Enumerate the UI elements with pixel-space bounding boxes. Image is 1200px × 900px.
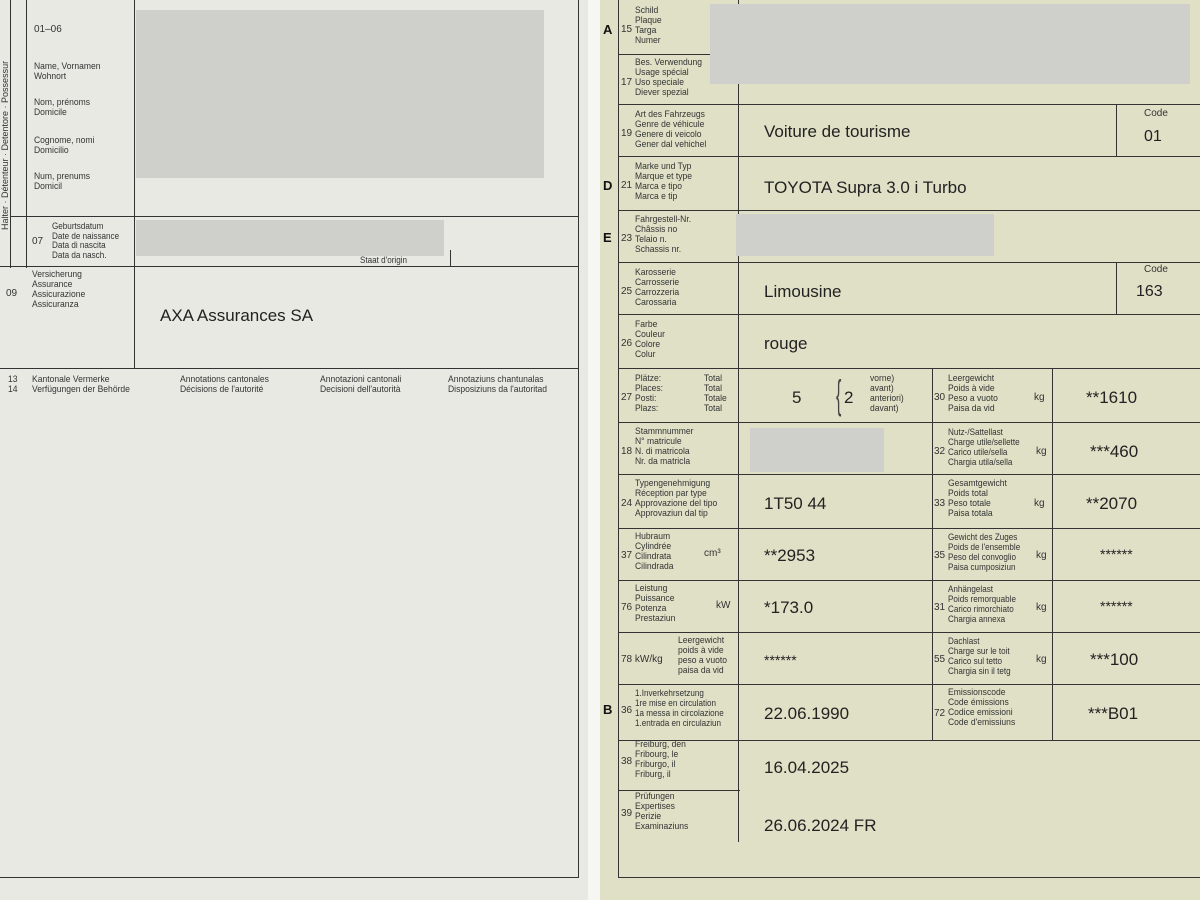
- field-39-num: 39: [621, 808, 633, 819]
- divider: [618, 368, 1200, 369]
- body-type-value: Limousine: [764, 282, 842, 301]
- field-26-num: 26: [621, 338, 633, 349]
- roof-load-value: ***100: [1090, 650, 1139, 669]
- redacted-birth: [136, 220, 444, 256]
- seats-front-value: 2: [844, 388, 854, 407]
- issue-date-value: 16.04.2025: [764, 758, 850, 777]
- divider: [0, 877, 579, 878]
- first-registration-value: 22.06.1990: [764, 704, 850, 723]
- field-27-total-labels: Total Total Totale Total: [704, 373, 727, 414]
- field-18-num: 18: [621, 446, 633, 457]
- field-78-labels: Leergewicht poids à vide peso a vuoto paisa da vid: [678, 635, 727, 676]
- field-15-labels: Schild Plaque Targa Numer: [635, 5, 662, 46]
- field-30-labels: Leergewicht Poids à vide Peso a vuoto Paisa da vid: [948, 373, 998, 414]
- field-25-labels: Karosserie Carrosserie Carrozzeria Carossaria: [635, 267, 680, 308]
- right-page: [600, 0, 1200, 900]
- divider: [738, 0, 739, 842]
- field-19-labels: Art des Fahrzeugs Genre de véhicule Genere di veicolo Gener dal vehichel: [635, 109, 707, 150]
- field-76-unit: kW: [716, 600, 731, 611]
- section-letter-d: D: [603, 178, 613, 193]
- power-value: *173.0: [764, 598, 814, 617]
- divider: [618, 877, 1200, 878]
- field-32-unit: kg: [1036, 446, 1047, 457]
- field-21-labels: Marke und Typ Marque et type Marca e tipo Marca e tip: [635, 161, 693, 202]
- annotation-it: Annotazioni cantonali Decisioni dell'autorità: [320, 374, 402, 395]
- date-code: 01–06: [34, 24, 62, 35]
- field-31-num: 31: [934, 602, 946, 613]
- inspection-value: 26.06.2024 FR: [764, 816, 877, 835]
- section-letter-e: E: [603, 230, 612, 245]
- field-27-labels: Plätze: Places: Posti: Plazs:: [635, 373, 664, 414]
- field-31-labels: Anhängelast Poids remorquable Carico rimorchiato Chargia annexa: [948, 584, 1016, 624]
- divider: [618, 156, 1200, 157]
- annotation-fr: Annotations cantonales Décisions de l'autorité: [180, 374, 269, 395]
- birth-labels: Geburtsdatum Date de naissance Data di nascita Data da nasch.: [52, 221, 120, 260]
- divider: [618, 580, 1200, 581]
- divider: [1116, 262, 1117, 314]
- left-page: [0, 0, 590, 900]
- divider: [618, 740, 1200, 741]
- vehicle-type-code: 01: [1144, 128, 1162, 145]
- field-33-num: 33: [934, 498, 946, 509]
- field-37-unit: cm³: [704, 548, 721, 559]
- field-24-labels: Typengenehmigung Réception par type Approvazione del tipo Approvaziun dal tip: [635, 478, 718, 519]
- divider: [618, 422, 1200, 423]
- field-17-labels: Bes. Verwendung Usage spécial Uso speciale Diever spezial: [635, 57, 703, 98]
- field-38-num: 38: [621, 756, 633, 767]
- trailer-load-value: ******: [1100, 598, 1133, 614]
- total-weight-value: **2070: [1086, 494, 1138, 513]
- field-31-unit: kg: [1036, 602, 1047, 613]
- field-36-labels: 1.Inverkehrsetzung 1re mise en circulation 1a messa in circolazione 1.entrada en circulaziun: [635, 688, 724, 728]
- divider: [0, 266, 578, 267]
- redacted-plate: [710, 4, 1190, 84]
- field-55-unit: kg: [1036, 654, 1047, 665]
- field-30-unit: kg: [1034, 392, 1045, 403]
- type-approval-value: 1T50 44: [764, 494, 827, 513]
- divider: [134, 0, 135, 368]
- field-36-num: 36: [621, 705, 633, 716]
- payload-value: ***460: [1090, 442, 1139, 461]
- train-weight-value: ******: [1100, 546, 1133, 562]
- field-76-labels: Leistung Puissance Potenza Prestaziun: [635, 583, 676, 624]
- origin-label: Staat d'origin: [360, 255, 408, 265]
- field-25-num: 25: [621, 286, 633, 297]
- divider: [618, 632, 1200, 633]
- field-26-labels: Farbe Couleur Colore Colur: [635, 319, 665, 360]
- annotation-de: Kantonale Vermerke Verfügungen der Behörde: [32, 374, 130, 395]
- field-35-unit: kg: [1036, 550, 1047, 561]
- field-55-num: 55: [934, 654, 946, 665]
- divider: [618, 474, 1200, 475]
- divider: [578, 0, 579, 878]
- birth-num: 07: [32, 236, 44, 247]
- field-27-num: 27: [621, 392, 633, 403]
- annotation-rm: Annotaziuns chantunalas Disposiziuns da l'autoritad: [448, 374, 548, 395]
- divider: [618, 0, 619, 878]
- holder-label-fr: Nom, prénoms Domicile: [34, 97, 91, 118]
- field-38-labels: Freiburg, den Fribourg, le Friburgo, il Friburg, il: [635, 739, 686, 780]
- displacement-value: **2953: [764, 546, 816, 565]
- field-72-labels: Emissionscode Code émissions Codice emissioni Code d'emissiuns: [948, 687, 1016, 728]
- field-76-num: 76: [621, 602, 633, 613]
- field-35-num: 35: [934, 550, 946, 561]
- holder-side-label: Halter · Détenteur · Detentore · Possessur: [0, 60, 10, 230]
- insurance-labels: Versicherung Assurance Assicurazione Assicuranza: [32, 269, 86, 310]
- divider: [618, 262, 1200, 263]
- divider: [618, 210, 1200, 211]
- seats-total-value: 5: [792, 388, 802, 407]
- divider: [10, 0, 11, 268]
- divider: [618, 684, 1200, 685]
- field-30-num: 30: [934, 392, 946, 403]
- field-17-num: 17: [621, 77, 633, 88]
- field-37-num: 37: [621, 550, 633, 561]
- redacted-chassis: [736, 214, 994, 256]
- holder-label-rm: Num, prenums Domicil: [34, 171, 91, 192]
- code-header: Code: [1144, 108, 1168, 119]
- field-37-labels: Hubraum Cylindrée Cilindrata Cilindrada: [635, 531, 674, 572]
- divider: [618, 104, 1200, 105]
- field-78-num: 78 kW/kg: [621, 654, 663, 665]
- redacted-holder: [136, 10, 544, 178]
- make-model-value: TOYOTA Supra 3.0 i Turbo: [764, 178, 967, 197]
- field-32-num: 32: [934, 446, 946, 457]
- body-type-code: 163: [1136, 283, 1163, 300]
- insurance-value: AXA Assurances SA: [160, 306, 314, 325]
- brace-icon: {: [836, 373, 842, 417]
- field-39-labels: Prüfungen Expertises Perizie Examinaziuns: [635, 791, 689, 832]
- field-15-num: 15: [621, 24, 633, 35]
- divider: [0, 368, 578, 369]
- redacted-matricule: [750, 428, 884, 472]
- field-32-labels: Nutz-/Sattellast Charge utile/sellette Carico utile/sella Chargia utila/sella: [948, 427, 1020, 467]
- color-value: rouge: [764, 334, 808, 353]
- divider: [1116, 104, 1117, 156]
- field-21-num: 21: [621, 180, 633, 191]
- divider: [450, 250, 451, 266]
- holder-label-de: Name, Vornamen Wohnort: [34, 61, 101, 82]
- section-letter-a: A: [603, 22, 613, 37]
- divider: [618, 314, 1200, 315]
- code-header-2: Code: [1144, 264, 1168, 275]
- field-23-labels: Fahrgestell-Nr. Châssis no Telaio n. Schassis nr.: [635, 214, 692, 255]
- field-35-labels: Gewicht des Zuges Poids de l'ensemble Peso del convoglio Paisa cumposiziun: [948, 532, 1021, 572]
- field-72-num: 72: [934, 708, 946, 719]
- field-24-num: 24: [621, 498, 633, 509]
- power-weight-value: ******: [764, 652, 797, 668]
- vehicle-type-value: Voiture de tourisme: [764, 122, 911, 141]
- field-33-unit: kg: [1034, 498, 1045, 509]
- divider: [26, 0, 27, 268]
- field-33-labels: Gesamtgewicht Poids total Peso totale Paisa totala: [948, 478, 1007, 519]
- field-18-labels: Stammnummer N° matricule N. di matricola Nr. da matricla: [635, 426, 694, 467]
- field-19-num: 19: [621, 128, 633, 139]
- empty-weight-value: **1610: [1086, 388, 1138, 407]
- holder-label-it: Cognome, nomi Domicilio: [34, 135, 95, 156]
- annotation-nums: 13 14: [8, 374, 18, 395]
- field-55-labels: Dachlast Charge sur le toit Carico sul tetto Chargia sin il tetg: [948, 636, 1011, 676]
- section-letter-b: B: [603, 702, 613, 717]
- divider: [618, 528, 1200, 529]
- divider: [10, 216, 578, 217]
- emission-code-value: ***B01: [1088, 704, 1139, 723]
- seats-front-labels: vorne) avant) anteriori) davant): [870, 373, 904, 414]
- insurance-num: 09: [6, 288, 18, 299]
- field-23-num: 23: [621, 233, 633, 244]
